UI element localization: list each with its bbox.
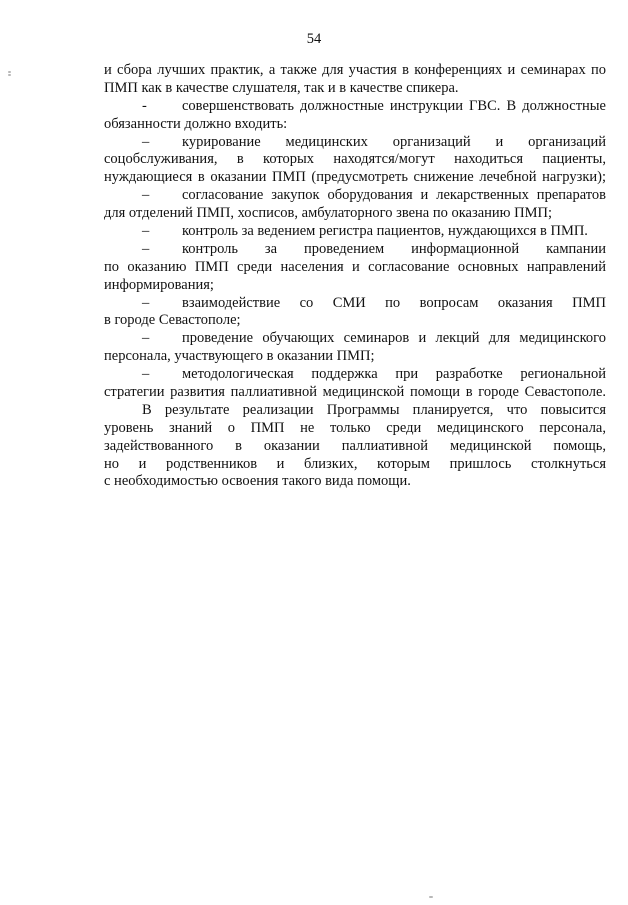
paragraph-line: но и родственников и близких, которым пришлось столкнуться [104,455,606,472]
paragraph-line: обязанности должно входить: [104,115,288,132]
list-item-first-line [104,295,606,313]
list-item-text: курирование медицинских организаций и организаций [182,133,606,150]
list-marker: – [142,240,150,257]
list-item-first-line [104,223,606,241]
list-item-first-line [104,330,606,348]
list-item-text: контроль за проведением информационной кампании [182,240,606,257]
document-body [104,62,606,491]
scan-speck [8,74,11,76]
paragraph-line: задействованного в оказании паллиативной медицинской помощь, [104,437,606,454]
paragraph-first-line: В результате реализации Программы планируется, что повысится [142,401,606,418]
list-item-text: проведение обучающих семинаров и лекций для медицинского [182,330,606,347]
paragraph-line: стратегии развития паллиативной медицинской помощи в городе Севастополе. [104,384,606,401]
page-number: 54 [306,31,322,47]
paragraph-line: уровень знаний о ПМП не только среди медицинского персонала, [104,419,606,436]
paragraph-line: и сбора лучших практик, а также для участия в конференциях и семинарах по [104,62,606,78]
list-marker: – [142,223,150,240]
list-item-first-line [104,134,606,152]
paragraph-line: нуждающиеся в оказании ПМП (предусмотреть снижение лечебной нагрузки); [104,169,606,186]
list-item-text: совершенствовать должностные инструкции ГВС. В должностные [182,97,606,114]
list-marker: – [142,187,150,204]
list-item-first-line [104,98,606,116]
list-item-text: взаимодействие со СМИ по вопросам оказания ПМП [182,294,606,311]
paragraph-line: в городе Севастополе; [104,312,241,329]
list-item-first-line [104,187,606,205]
list-item-first-line [104,366,606,384]
list-marker: – [142,294,150,311]
list-marker: – [142,330,150,347]
paragraph-line: по оказанию ПМП среди населения и согласование основных направлений [104,258,606,275]
list-marker: - [142,97,147,114]
list-marker: – [142,133,150,150]
paragraph-line: персонала, участвующего в оказании ПМП; [104,348,375,365]
scan-speck [429,896,433,898]
list-marker: – [142,366,150,383]
list-item-first-line [104,241,606,259]
list-item-text: контроль за ведением регистра пациентов, нуждающихся в ПМП. [182,223,588,240]
paragraph-line: соцобслуживания, в которых находятся/могут находиться пациенты, [104,151,606,168]
paragraph-line: ПМП как в качестве слушателя, так и в качестве спикера. [104,79,459,96]
list-item-text: методологическая поддержка при разработке региональной [182,366,606,383]
list-item-text: согласование закупок оборудования и лекарственных препаратов [182,187,606,204]
paragraph-line: для отделений ПМП, хосписов, амбулаторного звена по оказанию ПМП; [104,205,552,222]
paragraph-line: с необходимостью освоения такого вида помощи. [104,473,411,490]
paragraph-line: информирования; [104,276,214,293]
scan-speck [8,71,11,73]
